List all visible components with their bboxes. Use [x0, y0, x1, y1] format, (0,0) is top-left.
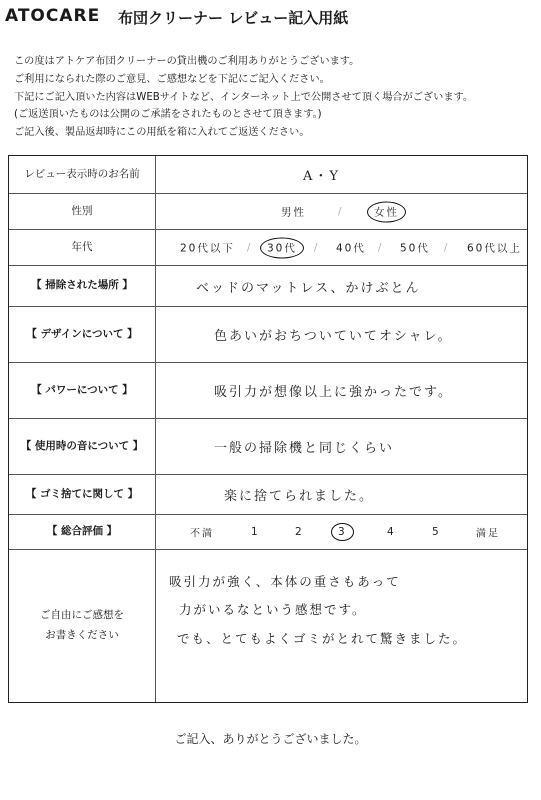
sound-row: [9, 418, 527, 474]
rating-row: [9, 514, 527, 549]
name-label: レビュー表示時のお名前: [9, 156, 156, 193]
free-row: [9, 549, 527, 702]
sound-value: 一般の掃除機と同じくらい: [214, 441, 395, 456]
gender-row: [9, 193, 527, 229]
intro-line: この度はアトケア布団クリーナーの貸出機のご利用ありがとうございます。: [14, 56, 360, 67]
rating-option[interactable]: 1: [251, 526, 260, 538]
free-label-line: お書きください: [45, 629, 119, 641]
age-option[interactable]: 20代以下: [180, 242, 235, 254]
review-form: [8, 155, 528, 703]
free-comment-line: でも、とてもよくゴミがとれて驚きました。: [177, 631, 468, 646]
age-option[interactable]: 40代: [336, 242, 366, 254]
brand-logo: ATOCARE: [5, 6, 101, 26]
power-value: 吸引力が想像以上に強かったです。: [214, 385, 453, 400]
rating-low-label: 不満: [190, 528, 214, 540]
rating-high-label: 満足: [476, 528, 500, 540]
thanks-message: ご記入、ありがとうございました。: [174, 732, 367, 746]
free-comment-line: 力がいるなという感想です。: [179, 602, 367, 617]
age-option[interactable]: 60代以上: [467, 242, 522, 254]
gender-option-male[interactable]: 男性: [281, 206, 306, 218]
page-title: 布団クリーナー レビュー記入用紙: [118, 9, 349, 27]
place-value: ベッドのマットレス、かけぶとん: [196, 280, 421, 296]
trash-row: [9, 474, 527, 514]
age-option[interactable]: 50代: [400, 242, 430, 254]
rating-label: 【 総合評価 】: [9, 515, 156, 549]
sound-label: 【 使用時の音について 】: [9, 419, 156, 474]
age-option-selected[interactable]: 30代: [260, 237, 304, 258]
rating-scale: [156, 515, 527, 549]
name-value: A・Y: [303, 169, 340, 184]
design-label: 【 デザインについて 】: [9, 307, 156, 362]
age-label: 年代: [9, 230, 156, 265]
design-row: [9, 306, 527, 362]
gender-label: 性別: [9, 194, 156, 229]
free-label-line: ご自由にご感想を: [40, 609, 124, 622]
intro-line: ご記入後、製品返却時にこの用紙を箱に入れてご返送ください。: [14, 127, 310, 138]
free-comment-line: 吸引力が強く、本体の重さもあって: [169, 574, 401, 589]
intro-line: 下記にご記入頂いた内容はWEBサイトなど、インターネット上で公開させて頂く場合がございます。: [14, 92, 474, 103]
intro-line: (ご返送頂いたものは公開のご承諾をされたものとさせて頂きます。): [14, 109, 322, 120]
free-label: [9, 550, 156, 702]
rating-option-selected[interactable]: 3: [331, 523, 354, 541]
intro-line: ご利用になられた際のご意見、ご感想などを下記にご記入ください。: [14, 74, 330, 85]
name-row: [9, 156, 527, 193]
age-options: 20代以下 / 30代 / 40代 / 50代 / 60代以上: [156, 230, 527, 265]
gender-options: 男性 / 女性: [156, 194, 527, 229]
trash-value: 楽に捨てられました。: [224, 489, 375, 504]
rating-option[interactable]: 4: [387, 526, 396, 538]
age-row: [9, 229, 527, 265]
rating-option[interactable]: 5: [432, 526, 441, 538]
place-row: [9, 265, 527, 306]
power-label: 【 パワーについて 】: [9, 363, 156, 418]
design-value: 色あいがおちついていてオシャレ。: [214, 329, 453, 344]
power-row: [9, 362, 527, 418]
gender-option-female[interactable]: 女性: [367, 201, 406, 222]
place-label: 【 掃除された場所 】: [9, 266, 156, 306]
rating-option[interactable]: 2: [295, 526, 304, 538]
trash-label: 【 ゴミ捨てに関して 】: [9, 475, 156, 514]
